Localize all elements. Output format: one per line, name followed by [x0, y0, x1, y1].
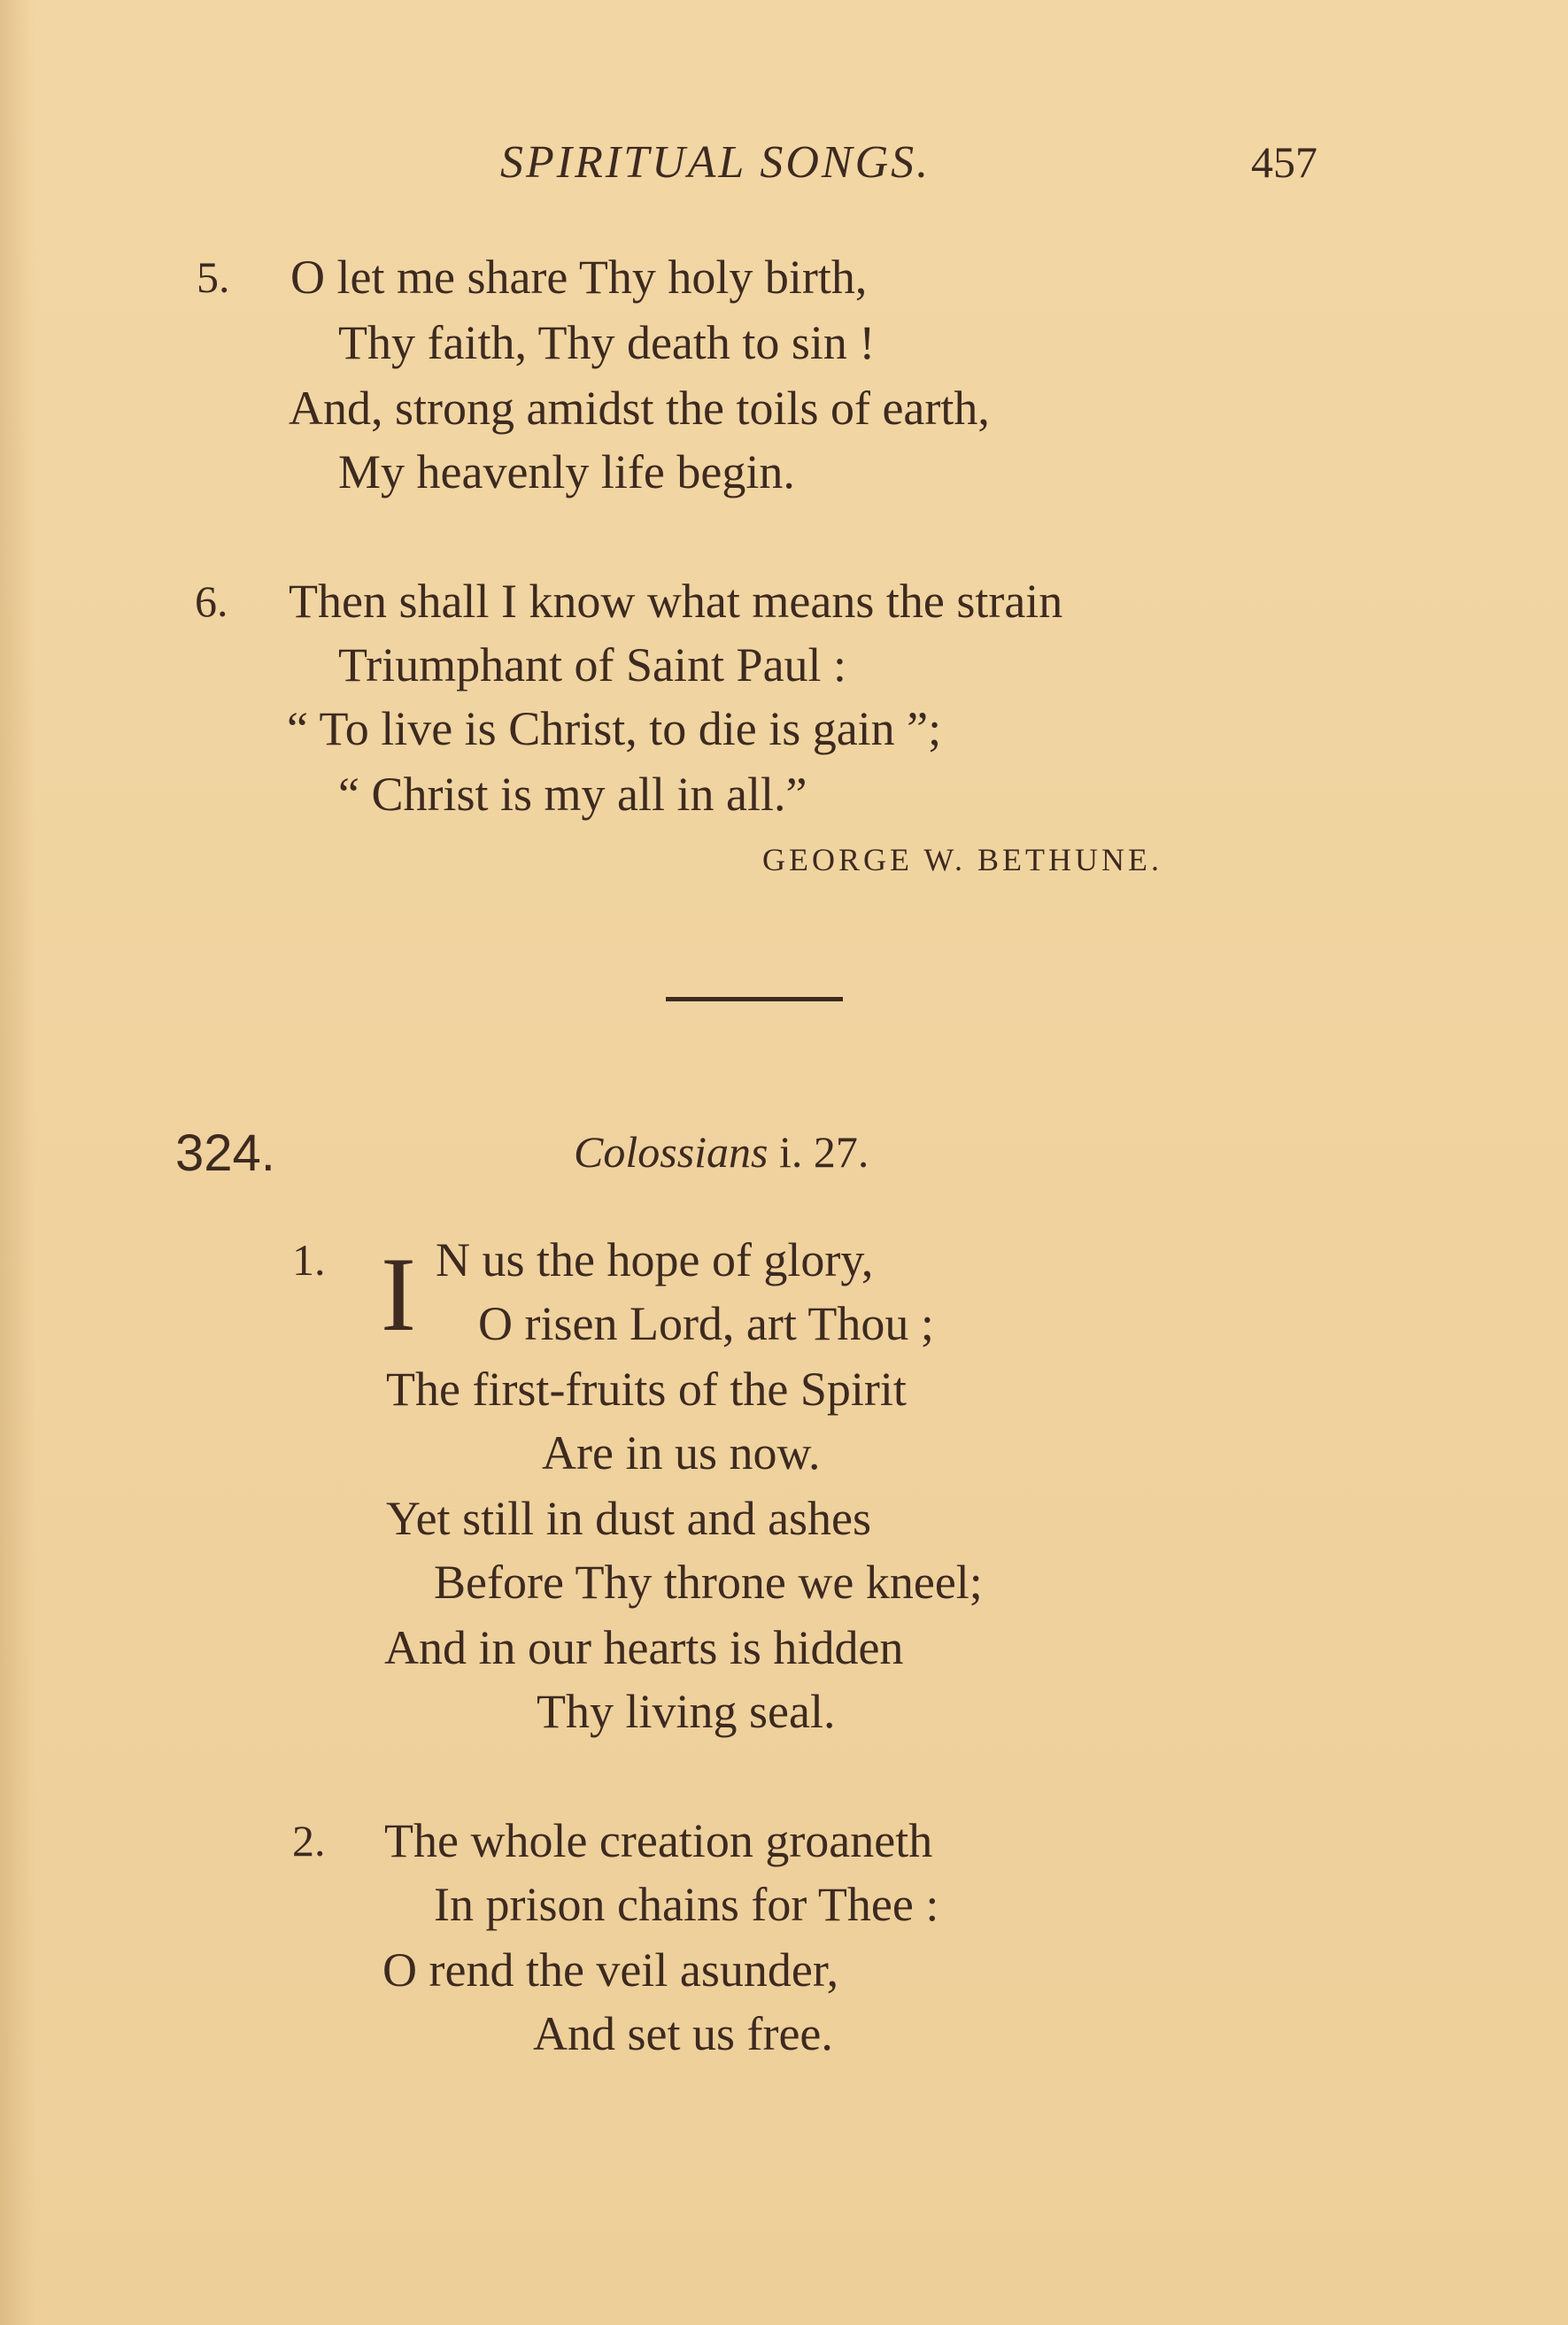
verse-line: My heavenly life begin. — [338, 445, 795, 498]
scripture-reference — [574, 1127, 869, 1177]
verse-line: The first-fruits of the Spirit — [386, 1363, 907, 1416]
verse-line: “ To live is Christ, to die is gain ”; — [287, 702, 942, 755]
scripture-book: Colossians — [574, 1127, 769, 1177]
verse-line: Triumphant of Saint Paul : — [338, 638, 847, 691]
verse-line: O risen Lord, art Thou ; — [478, 1297, 934, 1350]
verse-line: The whole creation groaneth — [384, 1814, 933, 1867]
verse-line: O rend the veil asunder, — [382, 1943, 839, 1997]
verse-line: Thy faith, Thy death to sin ! — [338, 316, 876, 369]
section-divider — [666, 997, 843, 1001]
page-number: 457 — [1251, 137, 1317, 187]
page-gutter-shade — [0, 0, 35, 2325]
verse-line: O let me share Thy holy birth, — [290, 251, 868, 304]
stanza-number: 6. — [195, 576, 228, 626]
scripture-chapter-verse: i. 27. — [779, 1127, 869, 1177]
verse-line: Yet still in dust and ashes — [386, 1492, 872, 1545]
verse-line: Thy living seal. — [537, 1685, 836, 1738]
verse-line: “ Christ is my all in all.” — [338, 768, 807, 821]
verse-line: Are in us now. — [542, 1426, 821, 1479]
verse-line: Before Thy throne we kneel; — [434, 1556, 983, 1609]
hymn-number: 324. — [175, 1124, 275, 1182]
verse-line: And set us free. — [533, 2007, 833, 2060]
verse-line: Then shall I know what means the strain — [289, 575, 1063, 628]
verse-line: And in our hearts is hidden — [384, 1621, 904, 1674]
hymn-author: GEORGE W. BETHUNE. — [762, 842, 1162, 877]
drop-cap: I — [381, 1235, 416, 1353]
verse-line: N us the hope of glory, — [436, 1233, 874, 1286]
stanza-number: 1. — [292, 1235, 326, 1285]
stanza-number: 5. — [197, 252, 230, 302]
running-title: SPIRITUAL SONGS. — [500, 137, 931, 188]
verse-line: And, strong amidst the toils of earth, — [289, 382, 990, 435]
verse-line: In prison chains for Thee : — [434, 1878, 939, 1931]
stanza-number: 2. — [292, 1816, 326, 1865]
